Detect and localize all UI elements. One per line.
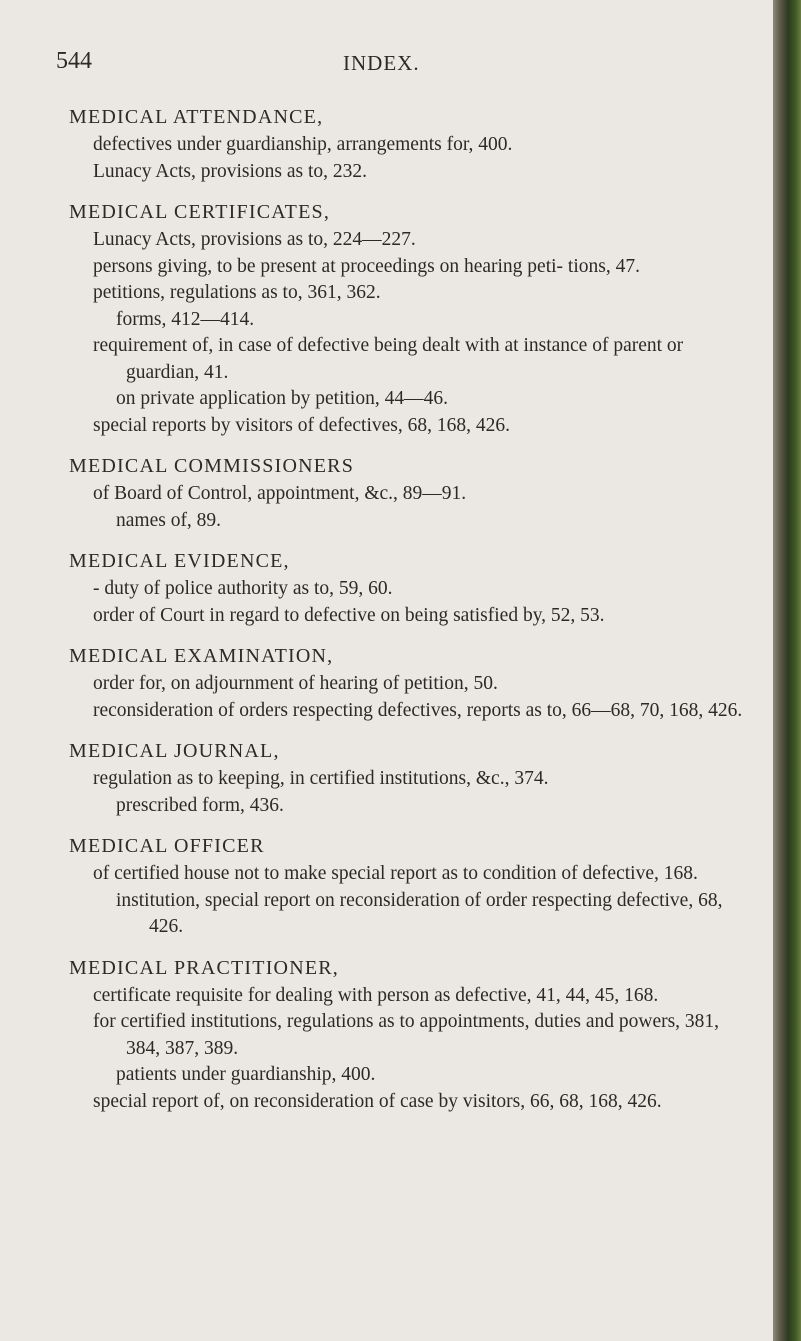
entry-heading: MEDICAL OFFICER: [69, 835, 265, 857]
entry-heading: MEDICAL EXAMINATION,: [69, 645, 334, 667]
entry-subheading: - duty of police authority as to, 59, 60.: [93, 578, 393, 599]
book-edge: [773, 0, 801, 1341]
index-entry: [69, 548, 749, 629]
entry-subheading: Lunacy Acts, provisions as to, 224—227.: [93, 229, 416, 250]
entry-subheading: of certified house not to make special report as to condition of defective, 168.: [93, 863, 698, 884]
entry-subheading: persons giving, to be present at proceedings on hearing peti- tions, 47.: [93, 255, 640, 277]
index-entry: [69, 453, 749, 534]
entry-subheading: institution, special report on reconsideration of order respecting defective, 68, 426.: [116, 889, 723, 937]
entry-subheading: names of, 89.: [116, 509, 222, 531]
page-header: [56, 48, 746, 82]
entry-subheading: on private application by petition, 44—46.: [116, 388, 448, 409]
entry-subheading: Lunacy Acts, provisions as to, 232.: [93, 160, 368, 182]
index-entry: [69, 955, 749, 1116]
entry-subheading: order of Court in regard to defective on being satisfied by, 52, 53.: [93, 604, 605, 626]
entry-heading: MEDICAL ATTENDANCE,: [69, 106, 324, 128]
entry-heading: MEDICAL EVIDENCE,: [69, 550, 290, 572]
entry-subheading: petitions, regulations as to, 361, 362.: [93, 282, 381, 303]
entry-subheading: special reports by visitors of defectives, 68, 168, 426.: [93, 414, 510, 436]
index-entry: [69, 738, 749, 819]
index-entry: [69, 833, 749, 941]
index-entries: [69, 104, 749, 1129]
entry-subheading: reconsideration of orders respecting defectives, reports as to, 66—68, 70, 168, 426.: [93, 699, 743, 721]
entry-subheading: for certified institutions, regulations as to appointments, duties and powers, 381, 384, 387, 389.: [93, 1011, 720, 1059]
running-head: INDEX.: [343, 51, 420, 75]
entry-subheading: defectives under guardianship, arrangements for, 400.: [93, 134, 513, 155]
entry-heading: MEDICAL CERTIFICATES,: [69, 201, 331, 223]
entry-subheading: patients under guardianship, 400.: [116, 1064, 376, 1085]
entry-subheading: requirement of, in case of defective being dealt with at instance of parent or guardian, 41.: [93, 335, 684, 383]
entry-subheading: order for, on adjournment of hearing of petition, 50.: [93, 673, 498, 694]
index-entry: [69, 104, 749, 185]
entry-heading: MEDICAL COMMISSIONERS: [69, 455, 355, 477]
page-number: 544: [56, 48, 92, 74]
entry-heading: MEDICAL JOURNAL,: [69, 740, 280, 762]
index-entry: [69, 643, 749, 724]
entry-subheading: special report of, on reconsideration of case by visitors, 66, 68, 168, 426.: [93, 1090, 662, 1112]
entry-subheading: of Board of Control, appointment, &c., 89—91.: [93, 483, 467, 504]
entry-subheading: prescribed form, 436.: [116, 794, 284, 816]
entry-subheading: forms, 412—414.: [116, 308, 255, 330]
entry-heading: MEDICAL PRACTITIONER,: [69, 956, 340, 979]
entry-subheading: certificate requisite for dealing with person as defective, 41, 44, 45, 168.: [93, 984, 659, 1006]
index-entry: [69, 199, 749, 439]
entry-subheading: regulation as to keeping, in certified institutions, &c., 374.: [93, 768, 549, 789]
